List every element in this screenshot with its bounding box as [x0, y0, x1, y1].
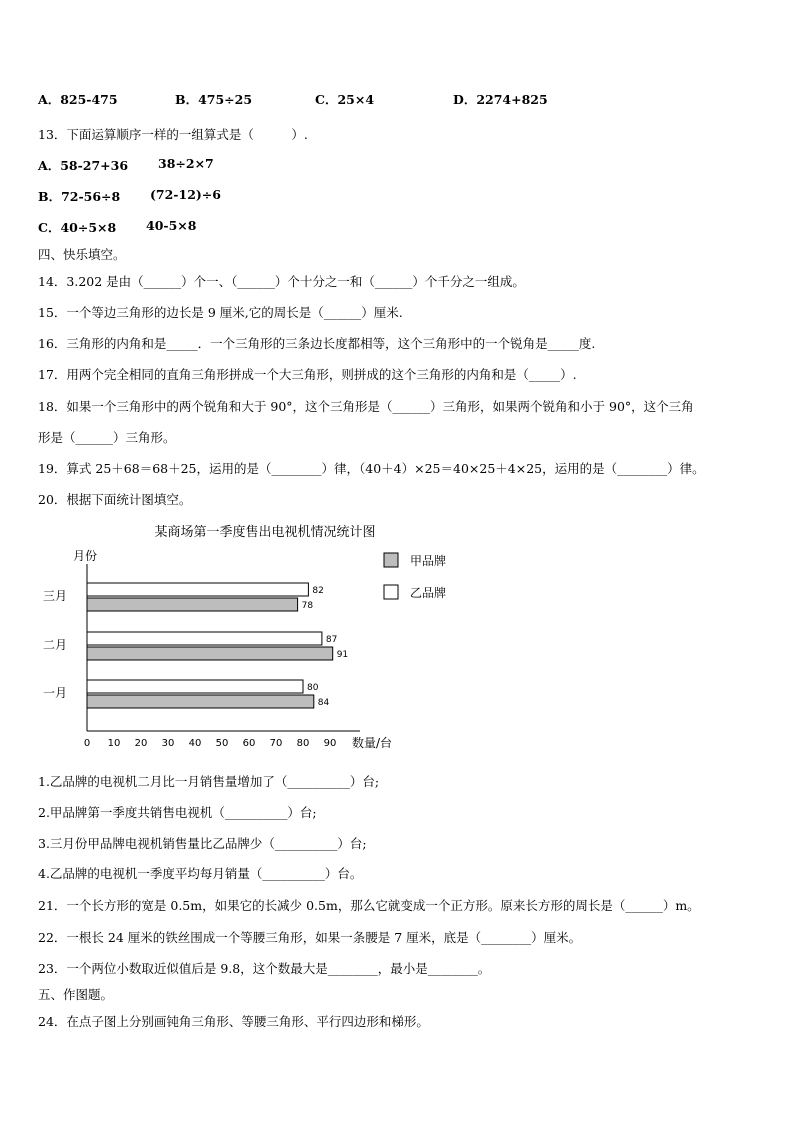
section-4-heading: 四、快乐填空。 [38, 247, 126, 262]
q12-option-d: D．2274+825 [453, 92, 548, 107]
legend-swatch-jia [384, 553, 398, 567]
bar-value-label: 87 [325, 635, 338, 645]
q17: 17．用两个完全相同的直角三角形拼成一个大三角形，则拼成的这个三角形的内角和是（_____）. [38, 367, 577, 382]
q12-option-a: A．825-475 [38, 92, 118, 107]
q20-sub-2: 2.甲品牌第一季度共销售电视机（__________）台; [38, 805, 317, 820]
q13-stem: 13．下面运算顺序一样的一组算式是（ ）. [38, 127, 308, 142]
q15: 15．一个等边三角形的边长是 9 厘米,它的周长是（______）厘米. [38, 305, 403, 320]
bar [87, 680, 303, 693]
x-tick-label: 80 [296, 738, 310, 749]
x-tick-label: 90 [323, 738, 337, 749]
x-tick-label: 70 [269, 738, 283, 749]
q22: 22．一根长 24 厘米的铁丝围成一个等腰三角形，如果一条腰是 7 厘米，底是（________）厘米。 [38, 930, 582, 945]
category-label: 二月 [43, 638, 68, 652]
legend-label-jia: 甲品牌 [410, 554, 447, 568]
section-5-heading: 五、作图题。 [38, 987, 114, 1002]
x-tick-label: 40 [188, 738, 202, 749]
bar-value-label: 82 [312, 586, 324, 596]
bar [87, 632, 322, 645]
chart-x-axis-label: 数量/台 [352, 736, 393, 750]
x-tick-label: 30 [161, 738, 175, 749]
x-tick-label: 20 [134, 738, 148, 749]
q16: 16．三角形的内角和是_____．一个三角形的三条边长度都相等，这个三角形中的一个锐角是_____度. [38, 336, 596, 351]
x-tick-label: 0 [83, 738, 91, 749]
legend-label-yi: 乙品牌 [410, 586, 447, 600]
bar-value-label: 78 [301, 601, 314, 611]
q20-sub-1: 1.乙品牌的电视机二月比一月销售量增加了（__________）台; [38, 774, 380, 789]
chart-y-axis-label: 月份 [73, 549, 98, 563]
q13-option-a-b: 38÷2×7 [158, 156, 214, 171]
q13-option-c-b: 40-5×8 [146, 218, 197, 233]
tv-sales-bar-chart [0, 515, 794, 755]
q13-option-c: C．40÷5×8 [38, 220, 117, 235]
q20-sub-4: 4.乙品牌的电视机一季度平均每月销量（__________）台。 [38, 866, 363, 881]
bar [87, 647, 333, 660]
bar [87, 598, 298, 611]
q13-option-b: B．72-56÷8 [38, 189, 121, 204]
legend-swatch-yi [384, 585, 398, 599]
q18-line-1: 18．如果一个三角形中的两个锐角和大于 90°，这个三角形是（______）三角形，如果两个锐角和小于 90°，这个三角 [38, 399, 694, 414]
chart-title: 某商场第一季度售出电视机情况统计图 [154, 525, 376, 540]
x-tick-label: 50 [215, 738, 229, 749]
q20: 20．根据下面统计图填空。 [38, 492, 192, 507]
bar [87, 695, 314, 708]
q20-sub-3: 3.三月份甲品牌电视机销售量比乙品牌少（__________）台; [38, 836, 367, 851]
chart-legend [384, 553, 446, 600]
x-tick-label: 10 [107, 738, 121, 749]
q18-line-2: 形是（______）三角形。 [38, 430, 176, 445]
q13-option-b-b: (72-12)÷6 [150, 187, 221, 202]
bar-value-label: 84 [317, 698, 330, 708]
q19: 19．算式 25＋68＝68＋25，运用的是（________）律，（40＋4）×25＝40×25＋4×25，运用的是（________）律。 [38, 461, 705, 476]
bar-value-label: 80 [307, 683, 319, 693]
q13-option-a: A．58-27+36 [38, 158, 129, 173]
q12-option-b: B．475÷25 [175, 92, 253, 107]
q12-option-c: C．25×4 [315, 92, 375, 107]
bar [87, 583, 308, 596]
q23: 23．一个两位小数取近似值后是 9.8，这个数最大是________，最小是________。 [38, 961, 491, 976]
q21: 21．一个长方形的宽是 0.5m，如果它的长减少 0.5m，那么它就变成一个正方形。原来长方形的周长是（______）m。 [38, 898, 700, 913]
x-tick-label: 60 [242, 738, 256, 749]
q24: 24．在点子图上分别画钝角三角形、等腰三角形、平行四边形和梯形。 [38, 1014, 429, 1029]
category-label: 一月 [43, 686, 68, 700]
q14: 14．3.202 是由（______）个一、（______）个十分之一和（______）个千分之一组成。 [38, 274, 525, 289]
category-label: 三月 [43, 589, 68, 603]
bar-value-label: 91 [336, 650, 349, 660]
